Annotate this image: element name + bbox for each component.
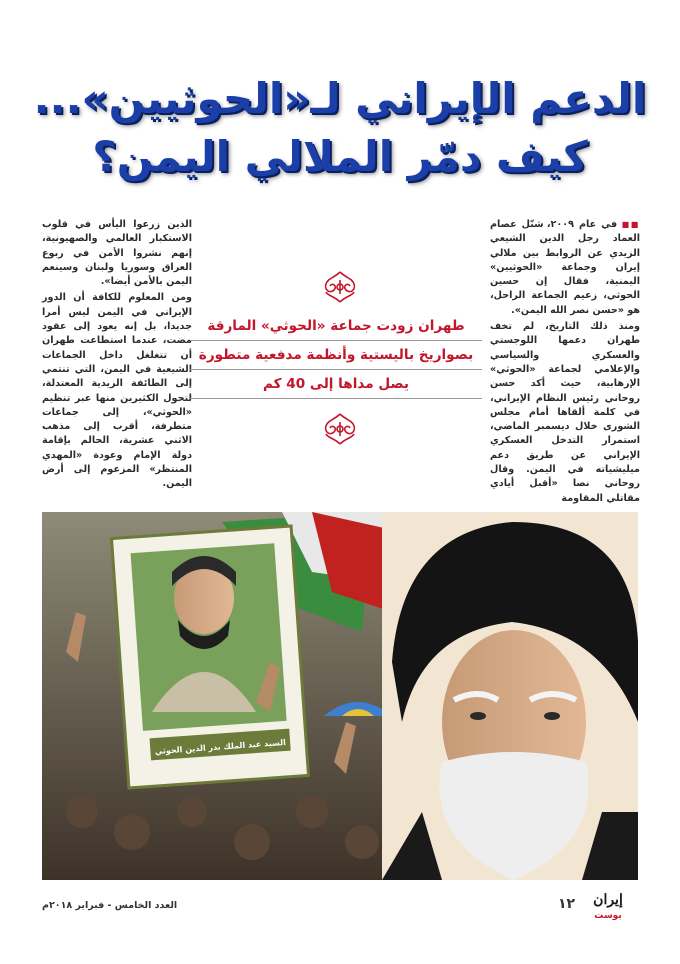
issue-info: العدد الخامس - فبراير ٢٠١٨م xyxy=(42,900,178,911)
logo-subtext: بوست xyxy=(594,911,622,921)
headline-line-2: كيف دمّر الملالي اليمن؟ xyxy=(92,132,588,181)
pull-quote-line: يصل مداها إلى 40 كم xyxy=(190,370,482,399)
paragraph-marker-icon: ■■ xyxy=(617,220,640,229)
poster-caption: السيد عبد الملك بدر الدين الحوثي xyxy=(154,737,287,757)
pull-quote xyxy=(186,312,486,399)
logo-text: إيران xyxy=(593,892,623,908)
magazine-logo-icon xyxy=(582,888,632,924)
page-number: ١٢ xyxy=(558,896,576,912)
paragraph: ومنذ ذلك التاريخ، لم تخف طهران دعمها اللوجستي والعسكري والسياسي والإعلامي لجماعة «الحوثي» الإرهابية، حيث أكد حسن روحاني رئيس النظام الإيراني، في كلمة ألقاها أمام مجلس الشورى خلال ديسمبر الماضي، استمرار التدخل العسكري الإيراني عن طريق دعم ميليشياته في اليمن. وقال روحاني نصا «أقبل أيادي مقاتلي المقاومة xyxy=(490,321,640,504)
photo-collage xyxy=(42,512,638,880)
paragraph-text: في عام ٢٠٠٩، شنّل عصام العماد رجل الدين الشيعي الزيدي عن الروابط بين ملالي إيران وجماعة «الحوثيين» اليمنية، فقال إن حسين الحوثي، زعيم الجماعة الراحل، هو «حسن نصر الله اليمن». xyxy=(490,219,640,316)
article-column-right xyxy=(490,218,640,508)
pull-quote-line: طهران زودت جماعة «الحوثي» المارقة xyxy=(190,312,482,341)
paragraph: الذين زرعوا اليأس في قلوب الاستكبار العالمي والصهيونية، إنهم نشروا الأمن في ربوع العراق وسوريا ولبنان وسينعم اليمن بالأمن أيضا». xyxy=(42,219,192,288)
paragraph xyxy=(490,218,640,318)
article-column-left xyxy=(42,218,192,494)
pull-quote-line: بصواريخ باليستية وأنظمة مدفعية متطورة xyxy=(190,341,482,370)
arabesque-ornament-icon xyxy=(318,412,362,446)
headline-line-1: الدعم الإيراني لـ«الحوثيين»... xyxy=(33,74,647,123)
paragraph: ومن المعلوم للكافة أن الدور الإيراني في اليمن ليس أمرا جديدا، بل إنه يعود إلى عقود مضت، عندما استطاعت طهران أن تتغلغل داخل الجماعات الشيعية في اليمن، التي تنتمي إلى الطائفة الزيدية المعتدلة، لتحول الكثيرين منها عبر تنظيم «الحوثي»، إلى جماعات متطرفة، أقرب إلى مذهب الاثني عشرية، الحالم بإقامة دولة الإمام وعودة «المهدي المنتظر» المزعوم إلى أرض اليمن. xyxy=(42,292,192,490)
article-photo xyxy=(42,512,638,880)
arabesque-ornament-icon xyxy=(318,270,362,304)
